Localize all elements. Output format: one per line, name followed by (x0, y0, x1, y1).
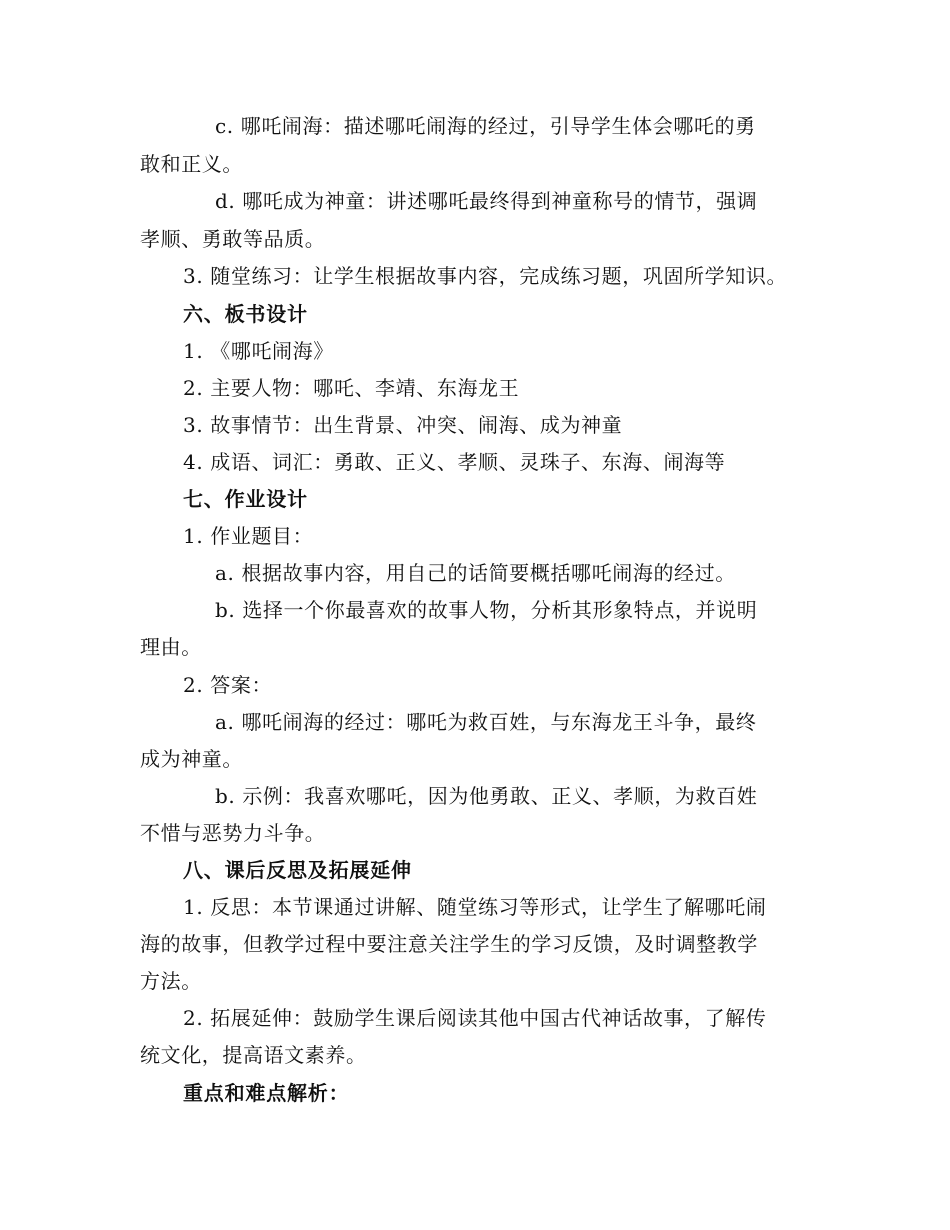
item-c-line-1: c. 哪吒闹海：描述哪吒闹海的经过，引导学生体会哪吒的勇 (215, 114, 756, 138)
homework-question-b-line-1: b. 选择一个你最喜欢的故事人物，分析其形象特点，并说明 (215, 598, 758, 622)
extension-line-2: 统文化，提高语文素养。 (140, 1043, 367, 1067)
answer-b-line-1: b. 示例：我喜欢哪吒，因为他勇敢、正义、孝顺，为救百姓 (215, 784, 758, 808)
blackboard-item-1: 1. 《哪吒闹海》 (183, 339, 334, 363)
answer-a-line-1: a. 哪吒闹海的经过：哪吒为救百姓，与东海龙王斗争，最终 (215, 710, 757, 734)
item-d-line-1: d. 哪吒成为神童：讲述哪吒最终得到神童称号的情节，强调 (215, 189, 758, 213)
blackboard-item-2: 2. 主要人物：哪吒、李靖、东海龙王 (183, 376, 520, 400)
reflection-line-2: 海的故事，但教学过程中要注意关注学生的学习反馈，及时调整教学 (140, 932, 758, 956)
blackboard-item-3: 3. 故事情节：出生背景、冲突、闹海、成为神童 (183, 413, 623, 437)
section-7-heading: 七、作业设计 (183, 487, 308, 511)
answer-a-line-2: 成为神童。 (140, 747, 243, 771)
homework-item-1: 1. 作业题目： (183, 524, 314, 548)
section-8-heading: 八、课后反思及拓展延伸 (183, 858, 412, 882)
homework-question-b-line-2: 理由。 (140, 635, 202, 659)
answer-b-line-2: 不惜与恶势力斗争。 (140, 821, 326, 845)
key-difficult-points-heading: 重点和难点解析： (183, 1081, 350, 1105)
homework-question-a: a. 根据故事内容，用自己的话简要概括哪吒闹海的经过。 (215, 561, 736, 585)
reflection-line-1: 1. 反思：本节课通过讲解、随堂练习等形式，让学生了解哪吒闹 (183, 895, 767, 919)
item-3-practice: 3. 随堂练习：让学生根据故事内容，完成练习题，巩固所学知识。 (183, 264, 788, 288)
section-6-heading: 六、板书设计 (183, 302, 308, 326)
homework-item-2: 2. 答案： (183, 673, 273, 697)
blackboard-item-4: 4. 成语、词汇：勇敢、正义、孝顺、灵珠子、东海、闹海等 (183, 450, 726, 474)
extension-line-1: 2. 拓展延伸：鼓励学生课后阅读其他中国古代神话故事，了解传 (183, 1006, 767, 1030)
reflection-line-3: 方法。 (140, 969, 202, 993)
item-d-line-2: 孝顺、勇敢等品质。 (140, 227, 326, 251)
item-c-line-2: 敢和正义。 (140, 152, 243, 176)
